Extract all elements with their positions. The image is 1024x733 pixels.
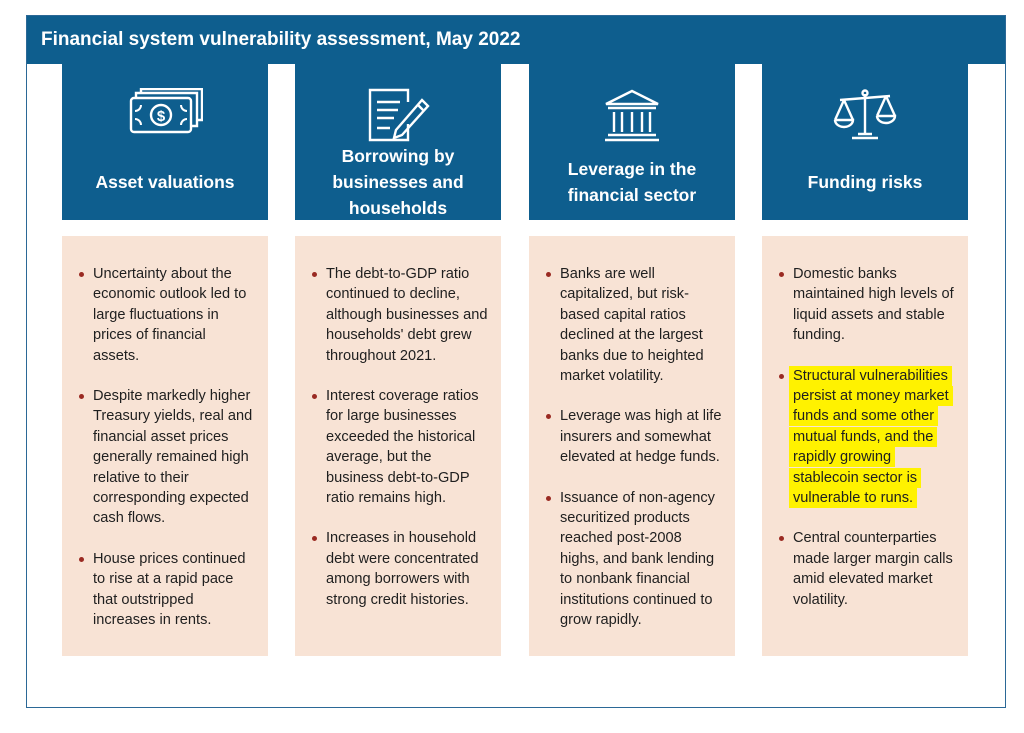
list-item: Domestic banks maintained high levels of liquid assets and stable funding. xyxy=(776,264,956,346)
column-body-funding-risks xyxy=(762,236,968,656)
svg-text:$: $ xyxy=(156,108,166,125)
list-item: Despite markedly higher Treasury yields, real and financial asset prices generally remained high relative to their corresponding expected cash flows. xyxy=(76,386,256,529)
column-header-funding-risks xyxy=(762,64,968,220)
column-header-leverage xyxy=(529,64,735,220)
list-item: Issuance of non-agency securitized products reached post-2008 highs, and bank lending to nonbank financial institutions continued to grow rapidly. xyxy=(543,488,723,631)
column-heading: Funding risks xyxy=(807,172,923,192)
document-pen-icon xyxy=(295,88,501,144)
column-heading: Borrowing by businesses and households xyxy=(332,146,464,218)
list-item: Interest coverage ratios for large businesses exceeded the historical average, but the business debt-to-GDP ratio remains high. xyxy=(309,386,489,508)
list-item: Increases in household debt were concentrated among borrowers with strong credit histories. xyxy=(309,528,489,610)
column-heading: Asset valuations xyxy=(95,172,235,192)
highlighted-list-item xyxy=(776,366,956,509)
list-item: Leverage was high at life insurers and somewhat elevated at hedge funds. xyxy=(543,406,723,467)
list-item: Banks are well capitalized, but risk-based capital ratios declined at the largest banks due to heighted market volatility. xyxy=(543,264,723,386)
bank-building-icon xyxy=(529,88,735,144)
money-bills-icon xyxy=(62,88,268,144)
highlight-mark: Structural vulnerabilities persist at money market funds and some other mutual funds, and the rapidly growing stablecoin sector is vulnerable to runs. xyxy=(789,366,953,508)
column-heading: Leverage in the financial sector xyxy=(567,159,697,205)
column-body-leverage xyxy=(529,236,735,656)
column-header-asset-valuations xyxy=(62,64,268,220)
column-body-borrowing xyxy=(295,236,501,656)
list-item: Uncertainty about the economic outlook led to large fluctuations in prices of financial assets. xyxy=(76,264,256,366)
list-item: House prices continued to rise at a rapid pace that outstripped increases in rents. xyxy=(76,549,256,631)
balance-scale-icon xyxy=(762,88,968,144)
panel-title: Financial system vulnerability assessment, May 2022 xyxy=(27,16,1005,64)
list-item: Central counterparties made larger margin calls amid elevated market volatility. xyxy=(776,528,956,610)
list-item: The debt-to-GDP ratio continued to decline, although businesses and households' debt grew throughout 2021. xyxy=(309,264,489,366)
column-body-asset-valuations xyxy=(62,236,268,656)
column-header-borrowing xyxy=(295,64,501,220)
